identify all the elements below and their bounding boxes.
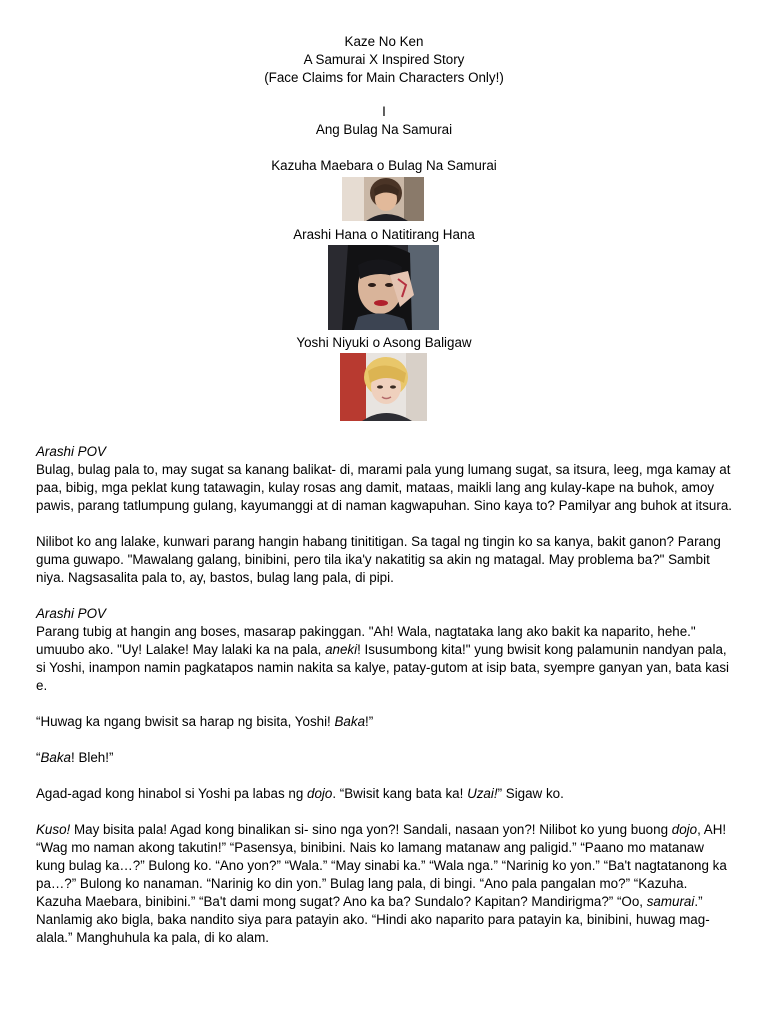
yoshi-photo [340,353,427,421]
chapter-title: Ang Bulag Na Samurai [315,122,453,137]
emphasis-text: aneki [325,642,358,657]
text-run: . “Bwisit kang bata ka! [332,786,468,801]
text-run: !” [365,714,374,729]
story-paragraph: Bulag, bulag pala to, may sugat sa kanang balikat- di, marami pala yung lumang sugat, sa itsura, leeg, mga kamay at paa, bibig, mga peklat kung tatawagin, kulay rosas ang damit, mataas, maikli lang ang kulay-kape na buhok, amoy pawis, parang tatlumpung gulang, kayumanggi at di naman kagwapuhan. Sino kaya to? Pamilyar ang buhok at itsura. [36,462,733,513]
story-body [36,443,736,947]
character-caption-arashi: Arashi Hana o Natitirang Hana [293,227,475,242]
text-run: “Huwag ka ngang bwisit sa harap ng bisita, Yoshi! [36,714,335,729]
emphasis-text: dojo [671,822,698,837]
arashi-photo [328,245,439,330]
story-paragraph [36,749,736,767]
text-run: ! Bleh!” [71,750,114,765]
chapter-number: I [382,104,386,119]
kazuha-photo [342,177,424,221]
story-paragraph [36,821,736,947]
story-paragraph: Nilibot ko ang lalake, kunwari parang hangin habang tinititigan. Sa tagal ng tingin ko sa kanya, bakit ganon? Parang guma guwapo. "Mawalang galang, binibini, pero tila ika'y nakatitig sa akin ng matagal. May problema ba?" Sambit niya. Nagsasalita pala to, ay, bastos, bulag lang pala, di pipi. [36,534,721,585]
character-caption-kazuha: Kazuha Maebara o Bulag Na Samurai [271,158,497,173]
emphasis-text: samurai [646,894,695,909]
text-run: ” Sigaw ko. [497,786,564,801]
emphasis-text: Kuso! [36,822,71,837]
story-title: Kaze No Ken [344,34,424,49]
emphasis-text: dojo [307,786,333,801]
story-paragraph [36,623,736,695]
emphasis-text: Uzai! [467,786,498,801]
character-caption-yoshi: Yoshi Niyuki o Asong Baligaw [296,335,472,350]
text-run: Agad-agad kong hinabol si Yoshi pa labas ng [36,786,308,801]
text-run: .” Nanlamig ako bigla, baka nandito siya para patayin ako. “Hindi ako naparito para patayin ka, binibini, huwag mag-alala.” Manghuhula ka pala, di ko alam. [36,894,710,945]
text-run: “ [36,750,41,765]
emphasis-text: Baka [40,750,71,765]
face-claims-note: (Face Claims for Main Characters Only!) [264,70,504,85]
story-subtitle: A Samurai X Inspired Story [303,52,465,67]
text-run: , AH! “Wag mo naman akong takutin!” “Pasensya, binibini. Nais ko lamang matanaw ang paligid.” “Paano mo matanaw kung bulag ka…?” Bulong ko. “Ano yon?” “Wala.” “May sinabi ka.” “Wala nga.” “Narinig ko yon.” “Ba't nagtatanong ka pa…?” Bulong ko nanaman. “Narinig ko din yon.” Bulag lang pala, di bingi. “Ano pala pangalan mo?” “Kazuha. Kazuha Maebara, binibini.” “Ba't dami mong sugat? Ano ka ba? Sundalo? Kapitan? Mandirigma?” “Oo, [36,822,727,909]
story-paragraph [36,713,736,731]
text-run: May bisita pala! Agad kong binalikan si- sino nga yon?! Sandali, nasaan yon?! Nilibot ko yung buong [70,822,672,837]
emphasis-text: Baka [334,714,366,729]
text-run: ! Isusumbong kita!" yung bwisit kong palamunin nandyan pala, si Yoshi, inampon namin pagkatapos namin nakita sa kalye, patay-gutom at isip bata, syempre ganyan yan, bata kasi e. [36,642,730,693]
pov-heading: Arashi POV [36,444,106,459]
pov-heading: Arashi POV [36,606,106,621]
text-run: Parang tubig at hangin ang boses, masarap pakinggan. "Ah! Wala, nagtataka lang ako bakit ka naparito, hehe." umuubo ako. "Uy! Lalake! May lalaki ka na pala, [36,624,696,657]
story-paragraph [36,785,736,803]
